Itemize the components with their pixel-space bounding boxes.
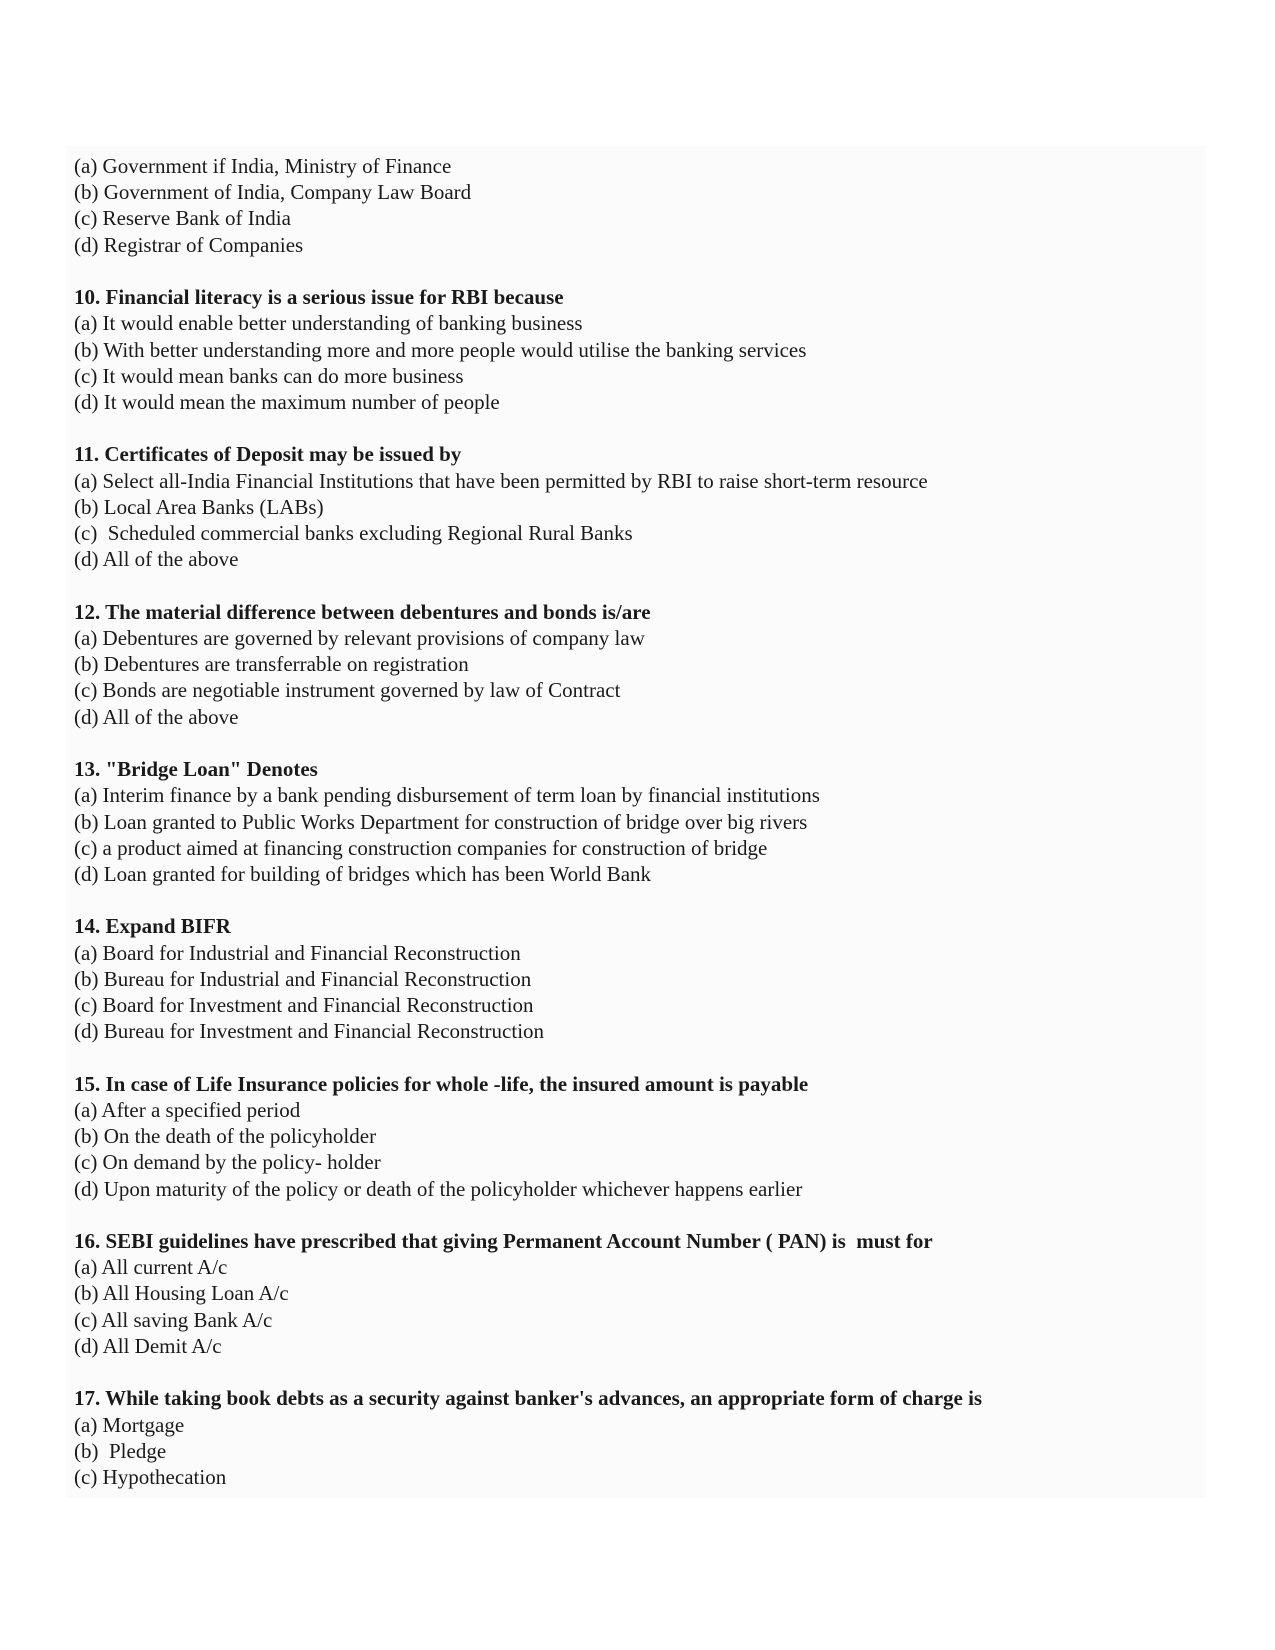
option-text: (a) All current A/c [74,1255,228,1280]
option-text: (b) Debentures are transferrable on registration [74,652,469,677]
spacer [74,1359,1194,1385]
spacer [74,1044,1194,1070]
option-text: (d) It would mean the maximum number of people [74,389,500,414]
option-text: (b) Government of India, Company Law Board [74,180,472,205]
spacer [74,887,1194,913]
option-text: (c) All saving Bank A/c [74,1307,273,1332]
option-text: (d) Upon maturity of the policy or death of the policyholder whichever happens earlier [74,1176,803,1201]
question-title: 17. While taking book debts as a security against banker's advances, an appropriate form of charge is [74,1386,983,1411]
spacer [74,572,1194,598]
question-17 [74,1385,1194,1490]
question-title: 15. In case of Life Insurance policies for whole -life, the insured amount is payable [74,1071,809,1096]
spacer [74,1202,1194,1228]
option-text: (c) On demand by the policy- holder [74,1150,381,1175]
question-title: 13. "Bridge Loan" Denotes [74,757,318,782]
option-text: (b) Loan granted to Public Works Department for construction of bridge over big rivers [74,809,808,834]
question-14 [74,913,1194,1044]
spacer [74,258,1194,284]
lead-options [74,153,1194,258]
option-text: (c) Scheduled commercial banks excluding Regional Rural Banks [74,521,633,546]
option-text: (d) Bureau for Investment and Financial Reconstruction [74,1019,545,1044]
question-list [74,153,1194,1490]
option-text: (d) Registrar of Companies [74,232,304,257]
option-text: (a) Mortgage [74,1412,185,1437]
option-text: (b) Bureau for Industrial and Financial Reconstruction [74,966,532,991]
question-16 [74,1228,1194,1359]
option-text: (a) After a specified period [74,1097,301,1122]
question-title: 12. The material difference between debentures and bonds is/are [74,599,651,624]
option-text: (d) All of the above [74,704,239,729]
option-text: (a) Interim finance by a bank pending disbursement of term loan by financial institutions [74,783,820,808]
question-title: 14. Expand BIFR [74,914,231,939]
option-text: (d) Loan granted for building of bridges which has been World Bank [74,861,652,886]
option-text: (b) Pledge [74,1438,167,1463]
option-text: (a) Board for Industrial and Financial Reconstruction [74,940,521,965]
option-text: (b) With better understanding more and more people would utilise the banking services [74,337,807,362]
option-text: (c) Hypothecation [74,1465,227,1489]
spacer [74,730,1194,756]
question-10 [74,284,1194,415]
option-text: (a) It would enable better understanding of banking business [74,311,583,336]
option-text: (c) Board for Investment and Financial Reconstruction [74,993,534,1018]
option-text: (c) a product aimed at financing construction companies for construction of bridge [74,835,768,860]
option-text: (c) It would mean banks can do more business [74,363,464,388]
question-12 [74,599,1194,730]
option-text: (d) All of the above [74,547,239,572]
question-title: 10. Financial literacy is a serious issue for RBI because [74,285,564,310]
question-title: 11. Certificates of Deposit may be issued by [74,442,462,467]
option-text: (c) Reserve Bank of India [74,206,291,231]
option-text: (b) On the death of the policyholder [74,1124,377,1149]
option-text: (c) Bonds are negotiable instrument governed by law of Contract [74,678,621,703]
option-text: (b) All Housing Loan A/c [74,1281,289,1306]
option-text: (d) All Demit A/c [74,1333,222,1358]
question-title: 16. SEBI guidelines have prescribed that giving Permanent Account Number ( PAN) is must for [74,1229,933,1254]
spacer [74,415,1194,441]
option-text: (a) Select all-India Financial Institutions that have been permitted by RBI to raise short-term resource [74,468,928,493]
option-text: (a) Government if India, Ministry of Finance [74,154,452,178]
option-text: (b) Local Area Banks (LABs) [74,494,324,519]
question-11 [74,441,1194,572]
question-13 [74,756,1194,887]
option-text: (a) Debentures are governed by relevant provisions of company law [74,625,645,650]
question-15 [74,1071,1194,1202]
